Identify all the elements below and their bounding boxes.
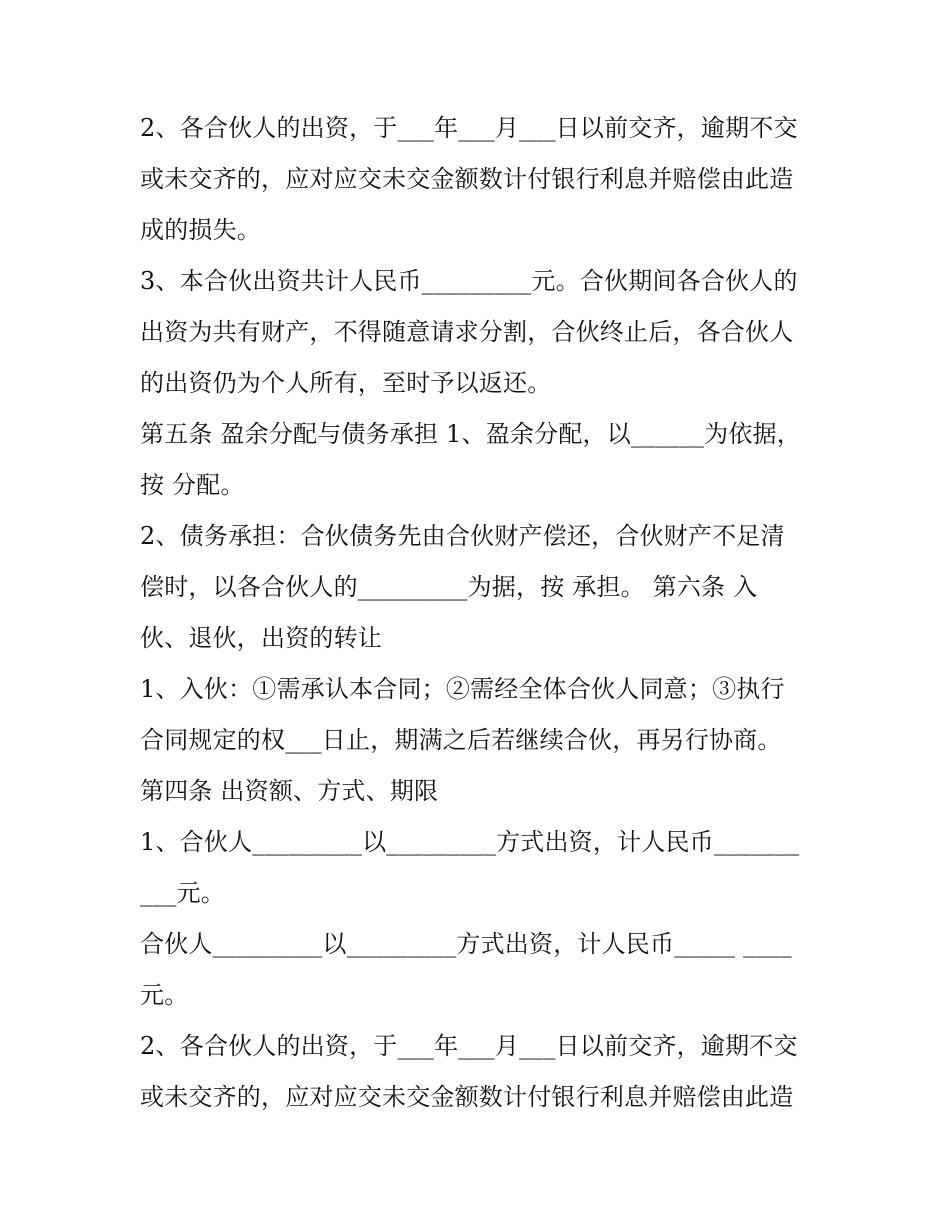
text-line: 2、各合伙人的出资，于___年___月___日以前交齐，逾期不交 (140, 1032, 798, 1060)
section-heading-line: 第四条 出资额、方式、期限 (140, 777, 439, 805)
text-line: 或未交齐的，应对应交未交金额数计付银行利息并赔偿由此造 (140, 165, 794, 193)
text-line: 或未交齐的，应对应交未交金额数计付银行利息并赔偿由此造 (140, 1083, 794, 1111)
text-line: 合同规定的权___日止，期满之后若继续合伙，再另行协商。 (140, 726, 782, 754)
text-line: 出资为共有财产，不得随意请求分割，合伙终止后，各合伙人 (140, 318, 794, 346)
text-line: 1、合伙人_________以_________方式出资，计人民币_______ (140, 828, 800, 856)
text-line: 3、本合伙出资共计人民币_________元。合伙期间各合伙人的 (140, 267, 798, 295)
text-line: 元。 (140, 981, 189, 1009)
text-line: 1、入伙：①需承认本合同；②需经全体合伙人同意；③执行 (140, 675, 785, 703)
text-line: 伙、退伙，出资的转让 (140, 624, 382, 652)
text-line: 按 分配。 (140, 471, 245, 499)
text-line: 偿时，以各合伙人的_________为据，按 承担。 第六条 入 (140, 573, 758, 601)
text-line: 成的损失。 (140, 216, 261, 244)
text-line: 合伙人_________以_________方式出资，计人民币_____ ____ (140, 930, 792, 958)
text-line: 2、各合伙人的出资，于___年___月___日以前交齐，逾期不交 (140, 114, 798, 142)
text-line: 2、债务承担：合伙债务先由合伙财产偿还，合伙财产不足清 (140, 522, 785, 550)
text-line: 的出资仍为个人所有，至时予以返还。 (140, 369, 552, 397)
text-line: ___元。 (140, 879, 225, 907)
section-heading-line: 第五条 盈余分配与债务承担 1、盈余分配，以______为依据， (140, 420, 801, 448)
